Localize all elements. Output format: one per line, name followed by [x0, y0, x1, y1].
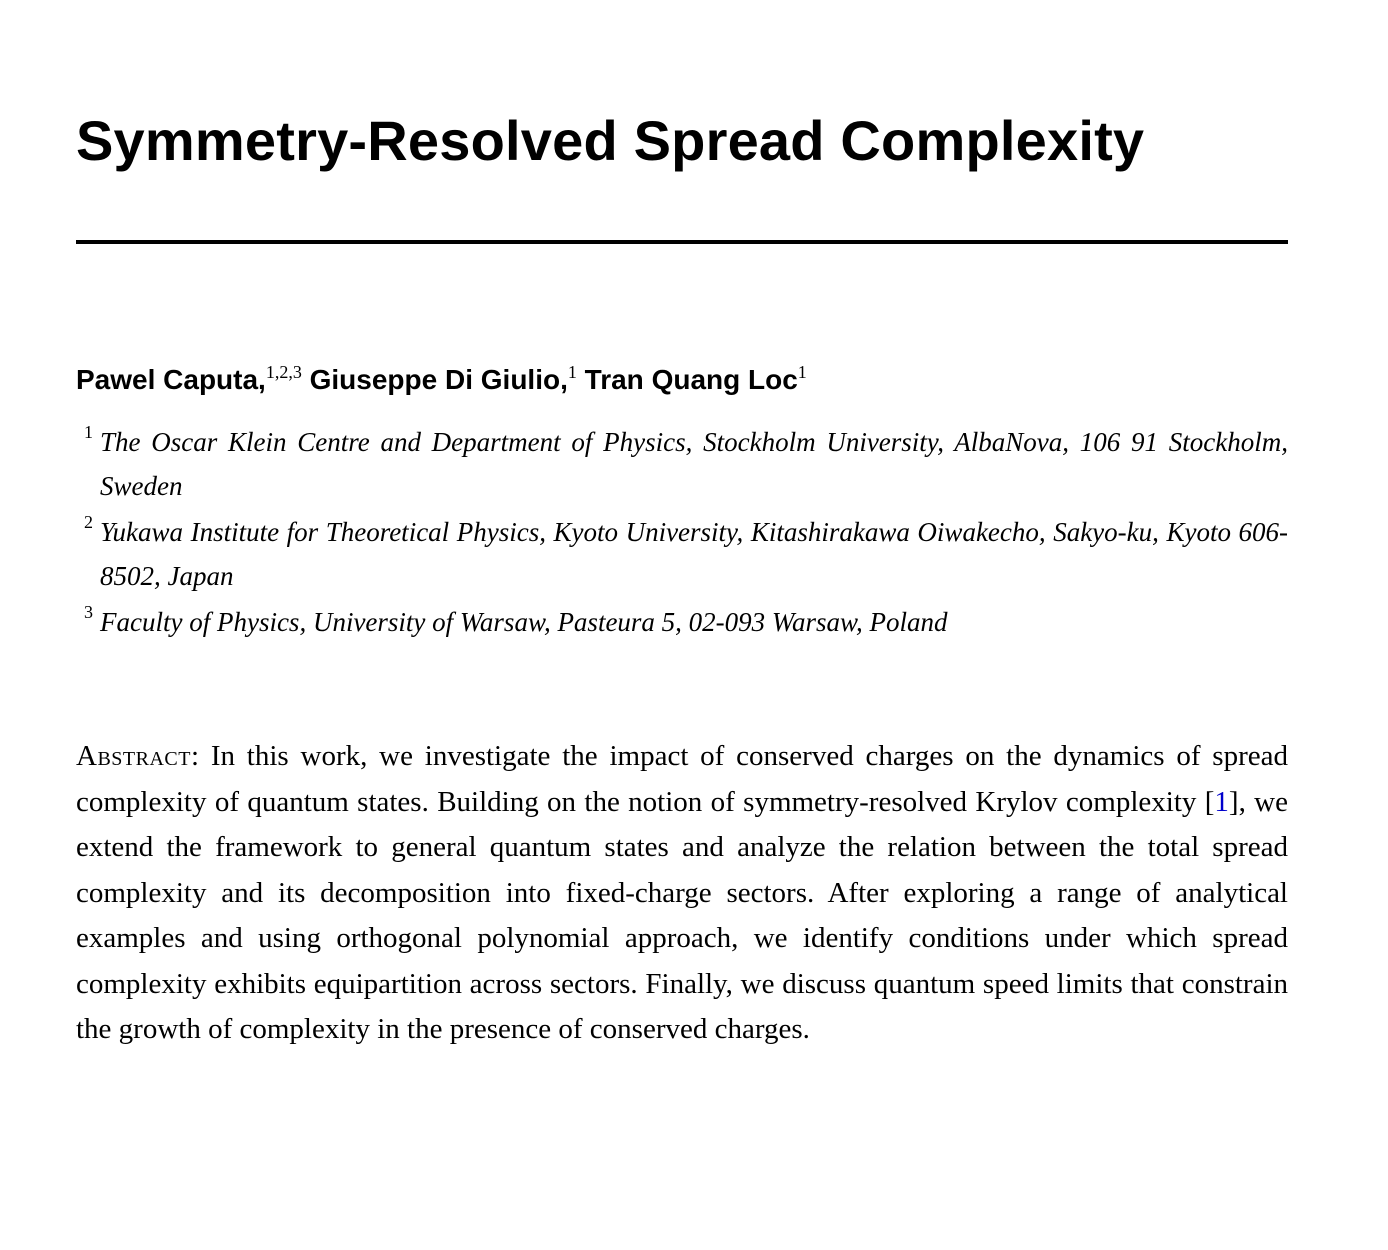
abstract: [76, 734, 1288, 1053]
affiliation-item: [84, 510, 1288, 598]
author-affiliation-marker: 1: [797, 362, 807, 382]
author-list: [76, 364, 807, 396]
abstract-colon: :: [190, 740, 200, 772]
affiliation-item: [84, 600, 1288, 644]
abstract-heading: Abstract: [76, 740, 191, 772]
author-affiliation-marker: 1: [567, 362, 577, 382]
abstract-text: , we extend the framework to general quantum states and analyze the relation between the total spread complexity and its decomposition into fixed-charge sectors. After exploring a range of analytical examples and using orthogonal polynomial approach, we identify conditions under which spread complexity exhibits equipartition across sectors. Finally, we discuss quantum speed limits that constrain the growth of complexity in the presence of conserved charges.: [76, 785, 1288, 1045]
affiliation-text: Yukawa Institute for Theoretical Physics, Kyoto University, Kitashirakawa Oiwakecho, Sakyo-ku, Kyoto 606-8502, Japan: [100, 517, 1288, 591]
citation-bracket: ]: [1228, 785, 1239, 818]
abstract-text: In this work, we investigate the impact of conserved charges on the dynamics of spread complexity of quantum states. Building on the notion of symmetry-resolved Krylov complexity: [76, 740, 1288, 818]
author-name: Tran Quang Loc: [584, 364, 798, 395]
affiliation-item: [84, 420, 1288, 508]
citation-bracket: [: [1204, 785, 1215, 818]
affiliation-number: 3: [84, 602, 93, 622]
paper-title: Symmetry-Resolved Spread Complexity: [76, 109, 1145, 172]
citation-link[interactable]: 1: [1214, 785, 1229, 818]
title-rule: [76, 240, 1288, 244]
affiliation-text: Faculty of Physics, University of Warsaw, Pasteura 5, 02-093 Warsaw, Poland: [100, 607, 948, 637]
affiliation-number: 2: [84, 512, 93, 532]
affiliation-list: [84, 420, 1288, 646]
author-affiliation-marker: 1,2,3: [265, 362, 302, 382]
affiliation-number: 1: [84, 422, 93, 442]
author-name: Giuseppe Di Giulio,: [309, 364, 568, 395]
affiliation-text: The Oscar Klein Centre and Department of Physics, Stockholm University, AlbaNova, 106 91 Stockholm, Sweden: [100, 427, 1288, 501]
author-name: Pawel Caputa,: [76, 364, 266, 395]
